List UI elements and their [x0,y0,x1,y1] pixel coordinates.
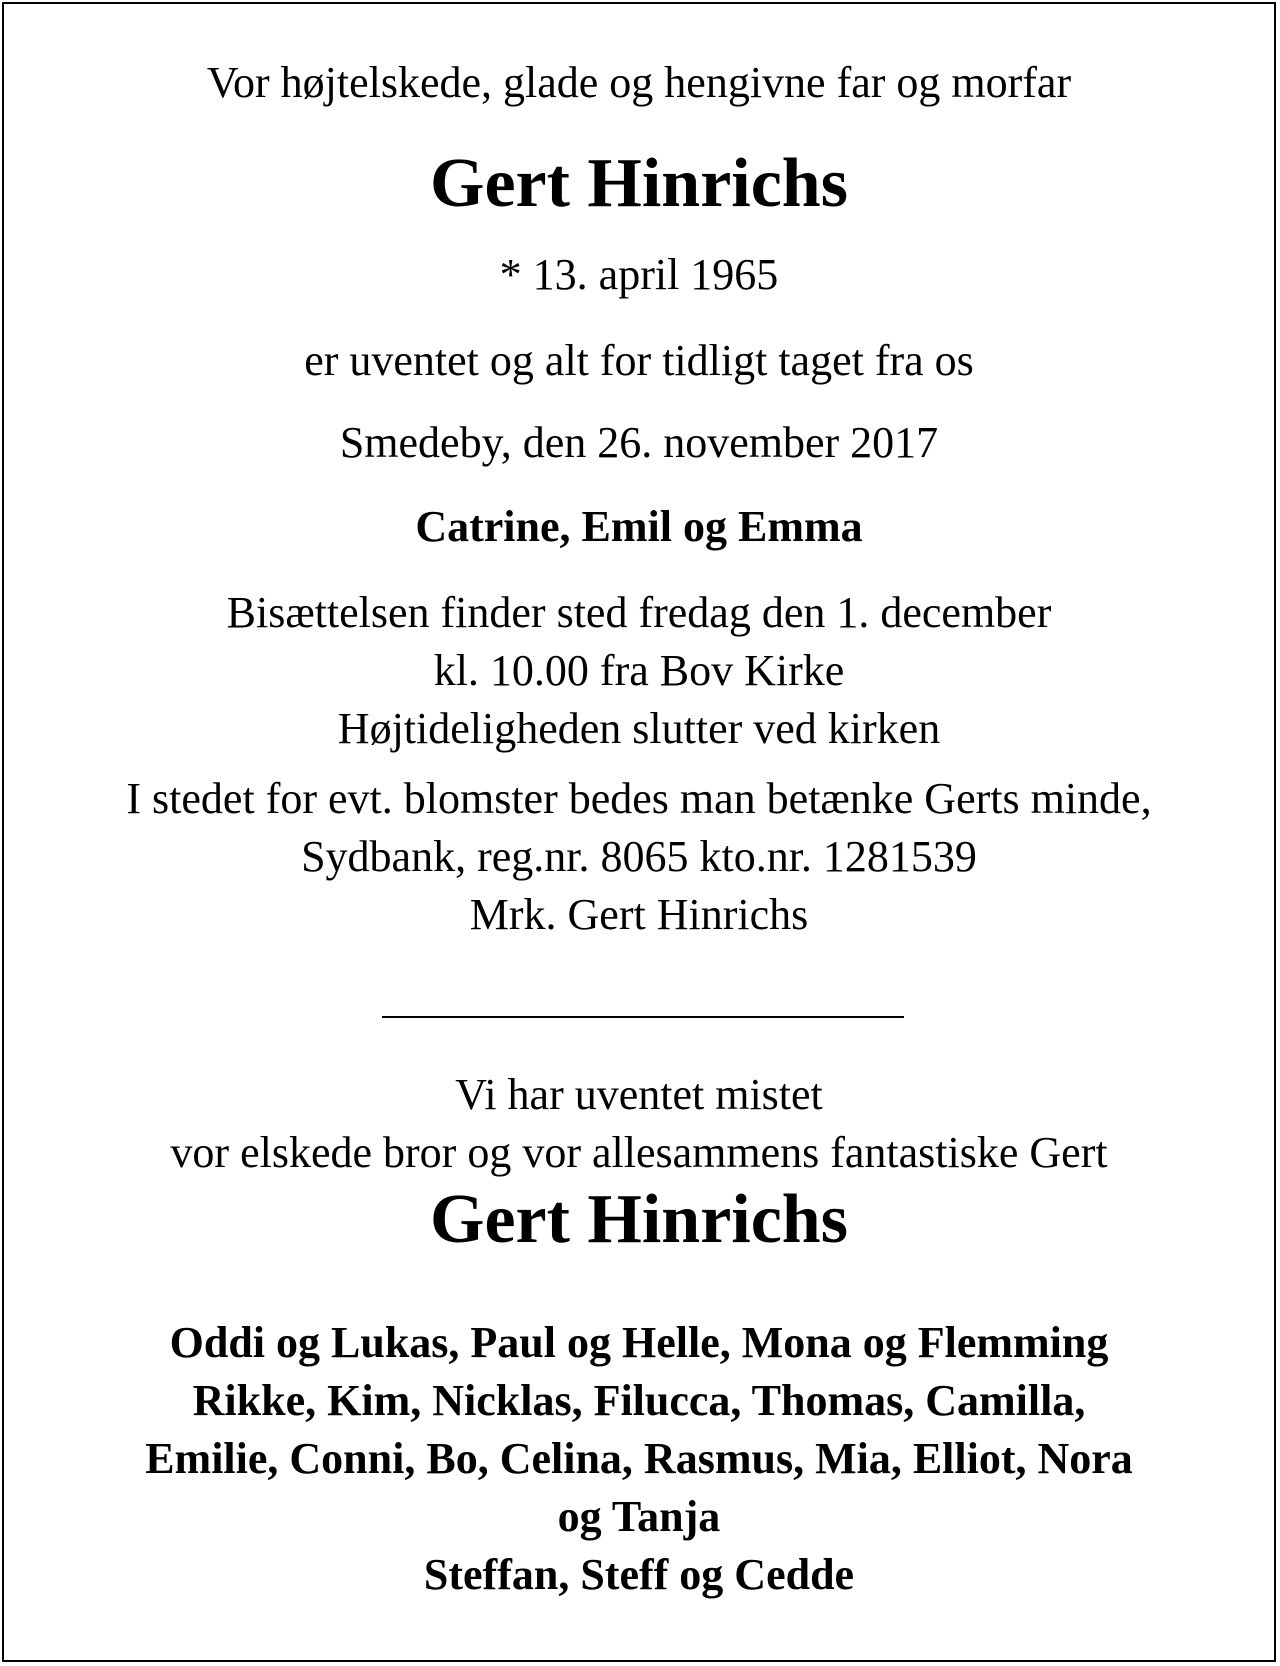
notice1-birth-date: * 13. april 1965 [499,250,779,299]
notice1-intro: Vor højtelskede, glade og hengivne far og morfar [206,58,1072,107]
funeral-line: Højtideligheden slutter ved kirken [337,704,941,753]
donation-line: Sydbank, reg.nr. 8065 kto.nr. 1281539 [301,832,977,881]
signer-line: Emilie, Conni, Bo, Celina, Rasmus, Mia, Elliot, Nora [145,1434,1133,1483]
obituary-notice [2,2,1276,1662]
notice1-taken-line: er uventet og alt for tidligt taget fra os [304,336,974,385]
signer-line: og Tanja [557,1492,721,1541]
intro-line: vor elskede bror og vor allesammens fantastiske Gert [170,1128,1108,1177]
intro-line: Vi har uventet mistet [455,1070,823,1119]
notice2-deceased-name: Gert Hinrichs [430,1181,848,1258]
signer-line: Steffan, Steff og Cedde [423,1550,855,1599]
notice1-funeral-info [4,584,1274,758]
notice2-intro [4,1066,1274,1182]
section-divider [382,1016,904,1018]
notice2-signers [4,1314,1274,1604]
donation-line: Mrk. Gert Hinrichs [469,890,809,939]
funeral-line: Bisættelsen finder sted fredag den 1. december [226,588,1052,637]
donation-line: I stedet for evt. blomster bedes man betænke Gerts minde, [126,774,1152,823]
signer-line: Oddi og Lukas, Paul og Helle, Mona og Flemming [169,1318,1109,1367]
notice1-donation-info [4,770,1274,944]
notice1-place-date: Smedeby, den 26. november 2017 [339,418,939,467]
notice1-deceased-name: Gert Hinrichs [430,145,848,222]
funeral-line: kl. 10.00 fra Bov Kirke [433,646,845,695]
signer-line: Rikke, Kim, Nicklas, Filucca, Thomas, Camilla, [192,1376,1086,1425]
notice1-signers: Catrine, Emil og Emma [415,502,863,551]
